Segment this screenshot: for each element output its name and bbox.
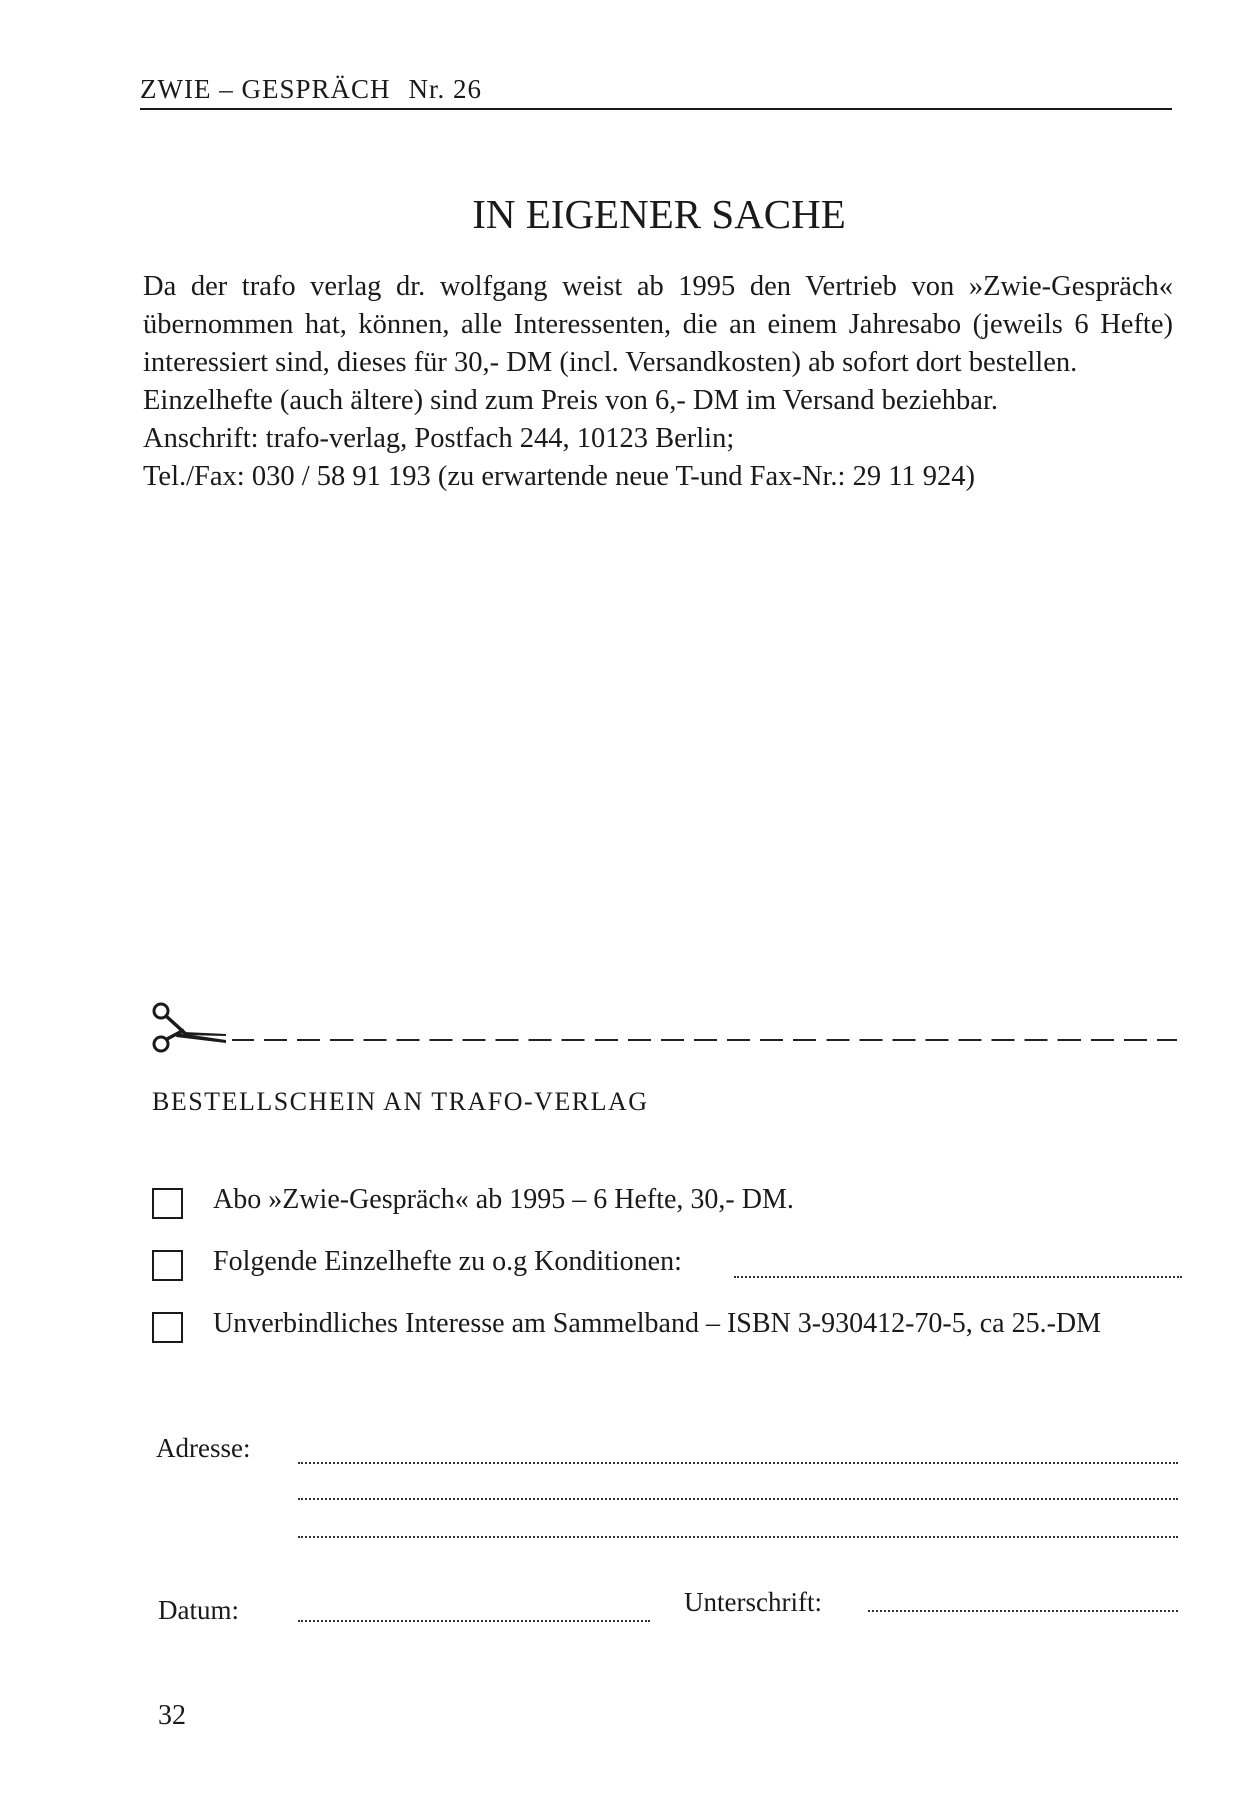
announcement-paragraph: Da der trafo verlag dr. wolfgang weist ab 1995 den Vertrieb von »Zwie-Gespräch« übernommen hat, können, alle Interessenten, die an einem Jahresabo (jeweils 6 Hefte) interessiert sind, dieses für 30,- DM (incl. Versandkosten) ab sofort dort bestellen. (143, 271, 1173, 378)
option-subscription[interactable] (152, 1184, 1182, 1224)
address-label: Adresse: (156, 1433, 251, 1463)
cut-line (232, 1039, 1177, 1041)
address-line-2[interactable] (298, 1498, 1178, 1500)
running-header (140, 74, 482, 105)
address-line-1[interactable] (298, 1462, 1178, 1464)
option-single-issues[interactable] (152, 1246, 1182, 1286)
single-issues-checkbox[interactable] (152, 1250, 183, 1281)
address-line: Anschrift: trafo-verlag, Postfach 244, 10123 Berlin; (143, 423, 735, 454)
option-anthology[interactable] (152, 1308, 1182, 1348)
option-label: Folgende Einzelhefte zu o.g Konditionen: (213, 1246, 682, 1277)
journal-name: ZWIE – GESPRÄCH (140, 74, 391, 104)
issue-number: Nr. 26 (408, 74, 482, 104)
page-number: 32 (158, 1700, 186, 1731)
order-form-title: BESTELLSCHEIN AN TRAFO-VERLAG (152, 1087, 649, 1116)
anthology-checkbox[interactable] (152, 1312, 183, 1343)
single-issues-input[interactable] (734, 1276, 1182, 1278)
header-rule (140, 108, 1172, 110)
page-title: IN EIGENER SACHE (472, 191, 846, 237)
date-label: Datum: (158, 1595, 239, 1625)
address-line-3[interactable] (298, 1536, 1178, 1538)
signature-field[interactable] (868, 1610, 1178, 1612)
announcement-text (143, 268, 1173, 496)
option-label: Unverbindliches Interesse am Sammelband – ISBN 3-930412-70-5, ca 25.-DM (213, 1308, 1102, 1339)
subscription-checkbox[interactable] (152, 1188, 183, 1219)
signature-label: Unterschrift: (684, 1587, 822, 1617)
single-issues-line: Einzelhefte (auch ältere) sind zum Preis von 6,- DM im Versand beziehbar. (143, 385, 998, 416)
option-label: Abo »Zwie-Gespräch« ab 1995 – 6 Hefte, 30,- DM. (213, 1184, 794, 1215)
phone-line: Tel./Fax: 030 / 58 91 193 (zu erwartende neue T-und Fax-Nr.: 29 11 924) (143, 461, 975, 492)
date-field[interactable] (298, 1620, 650, 1622)
scissors-icon (148, 1000, 228, 1061)
